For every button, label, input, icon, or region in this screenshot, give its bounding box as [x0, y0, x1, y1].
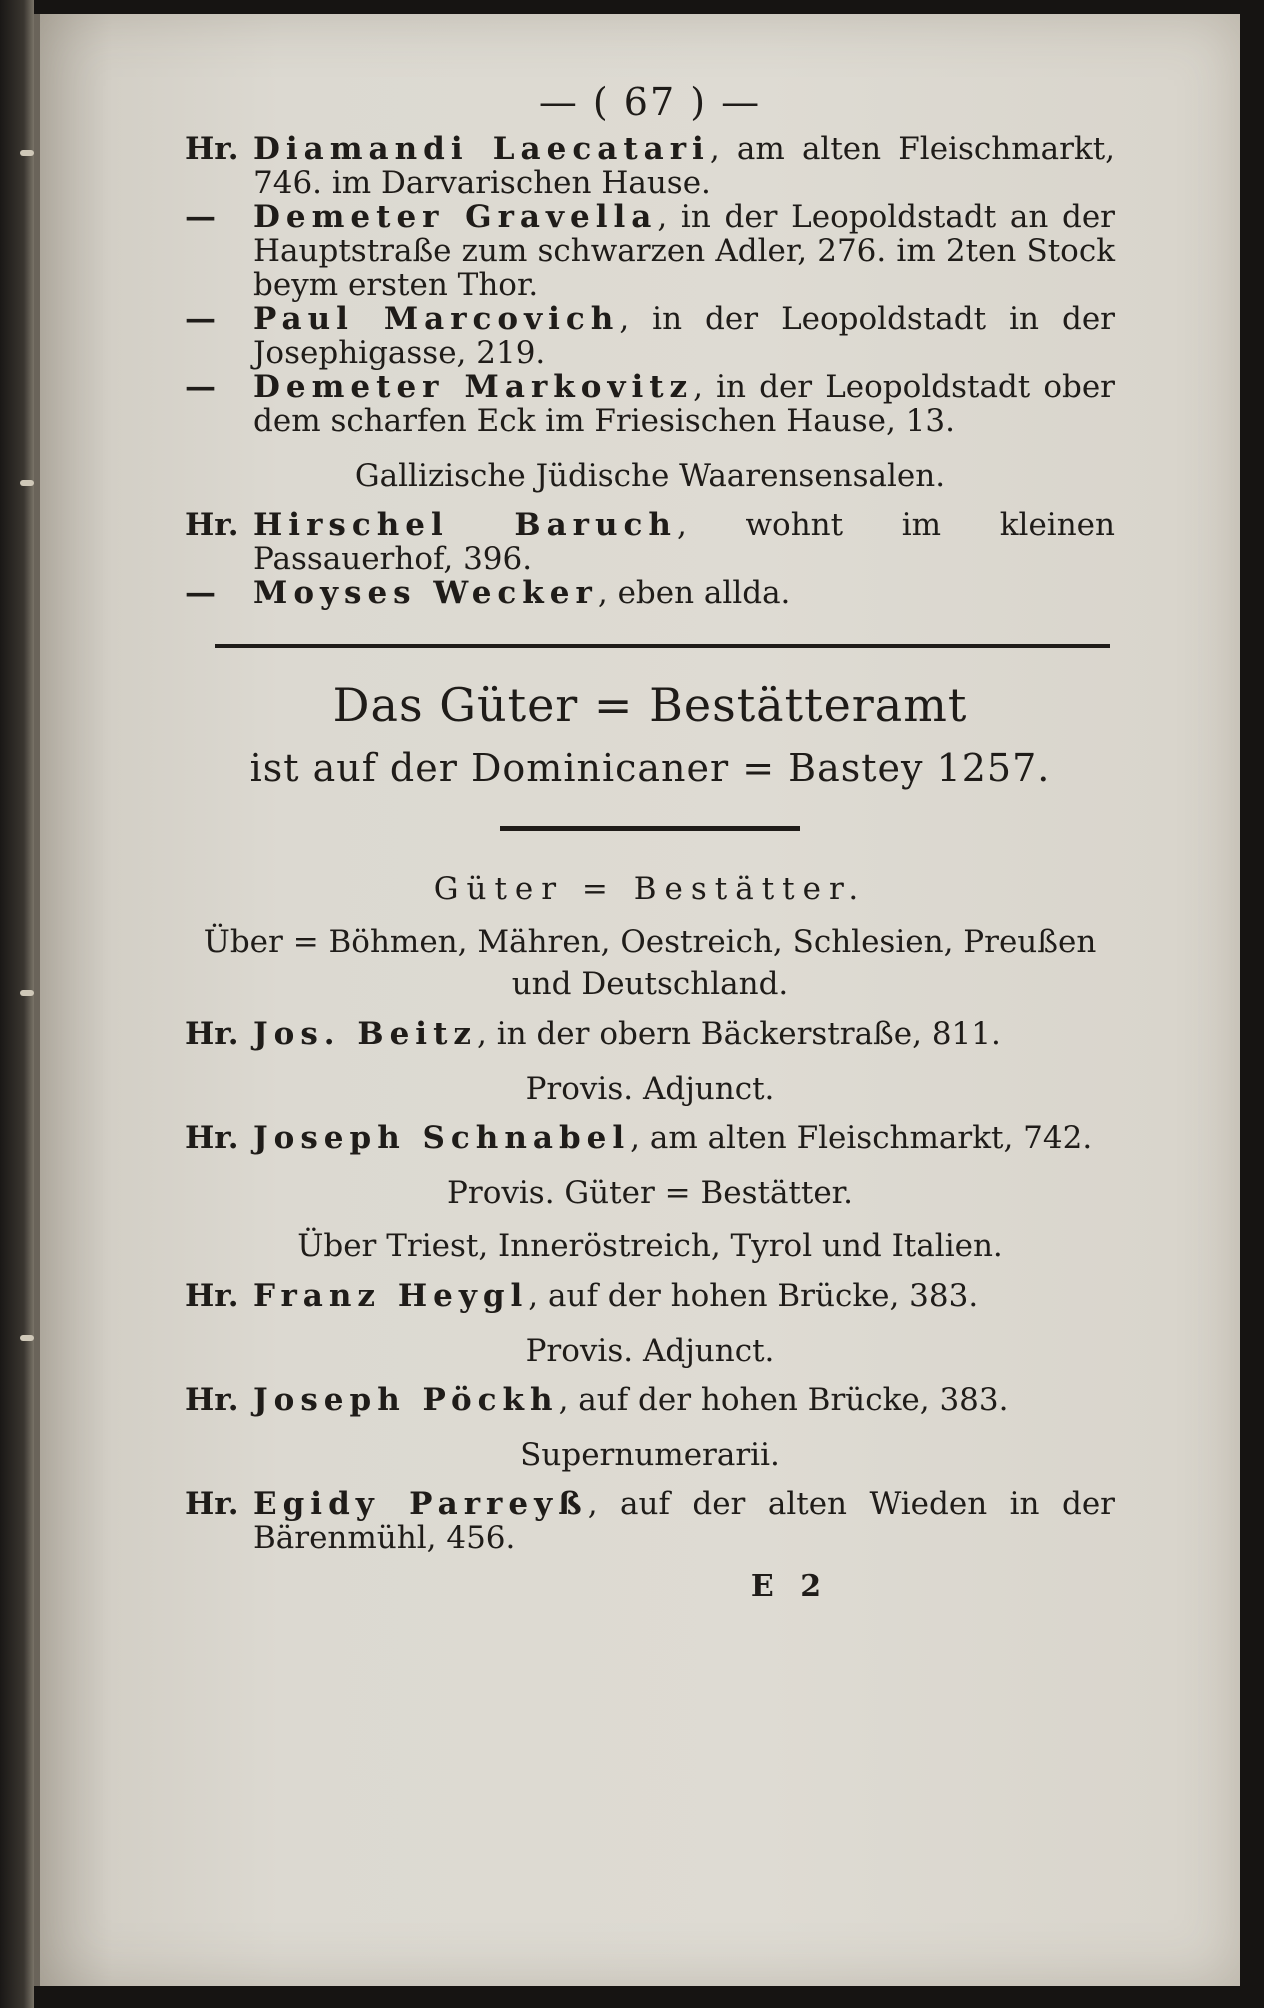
- page-subtitle: ist auf der Dominicaner = Bastey 1257.: [249, 746, 1051, 790]
- list-item: — Demeter Markovitz, in der Leopoldstadt ober dem scharfen Eck im Friesischen Hause, 13.: [185, 369, 1115, 439]
- divider-rule: [215, 644, 1110, 648]
- section-heading-adjunct: Provis. Adjunct.: [525, 1333, 775, 1369]
- binding-stitch: [20, 480, 34, 486]
- list-item: — Moyses Wecker, eben allda.: [185, 575, 791, 611]
- entries-top: [185, 132, 1115, 438]
- route-description: Über Triest, Inneröstreich, Tyrol und Italien.: [297, 1228, 1003, 1264]
- list-item: — Paul Marcovich, in der Leopoldstadt in der Josephigasse, 219.: [185, 301, 1115, 371]
- route-description: Über = Böhmen, Mähren, Oestreich, Schlesien, Preußen und Deutschland.: [203, 924, 1097, 1002]
- list-item: Hr. Franz Heygl, auf der hohen Brücke, 383.: [185, 1278, 979, 1314]
- list-item: Hr. Jos. Beitz, in der obern Bäckerstraße, 811.: [185, 1016, 1001, 1052]
- list-item: — Demeter Gravella, in der Leopoldstadt an der Hauptstraße zum schwarzen Adler, 276. im 2ten Stock beym ersten Thor.: [185, 199, 1115, 303]
- section-heading-gallizische: Gallizische Jüdische Waarensensalen.: [354, 458, 946, 494]
- list-item: Hr. Diamandi Laecatari, am alten Fleischmarkt, 746. im Darvarischen Hause.: [185, 131, 1116, 201]
- page-title: Das Güter = Bestätteramt: [332, 678, 968, 732]
- list-item: Hr. Hirschel Baruch, wohnt im kleinen Passauerhof, 396.: [185, 507, 1115, 577]
- binding-stitch: [20, 1335, 34, 1341]
- list-item: Hr. Joseph Schnabel, am alten Fleischmarkt, 742.: [185, 1120, 1093, 1156]
- section-heading-gueter: Güter = Bestätter.: [433, 871, 867, 907]
- book-gutter: [0, 0, 34, 2008]
- section-heading-provis-gueter: Provis. Güter = Bestätter.: [447, 1175, 853, 1211]
- binding-stitch: [20, 990, 34, 996]
- list-item: Hr. Egidy Parreyß, auf der alten Wieden in der Bärenmühl, 456.: [185, 1486, 1115, 1556]
- binding-stitch: [20, 150, 34, 156]
- page-number: — ( 67 ) —: [538, 80, 762, 124]
- signature-mark: E 2: [750, 1569, 830, 1604]
- page-content: [185, 80, 1115, 1604]
- section-heading-supernumerarii: Supernumerarii.: [520, 1437, 780, 1473]
- divider-rule-short: [500, 826, 800, 831]
- section-heading-adjunct: Provis. Adjunct.: [525, 1071, 775, 1107]
- list-item: Hr. Joseph Pöckh, auf der hohen Brücke, 383.: [185, 1382, 1009, 1418]
